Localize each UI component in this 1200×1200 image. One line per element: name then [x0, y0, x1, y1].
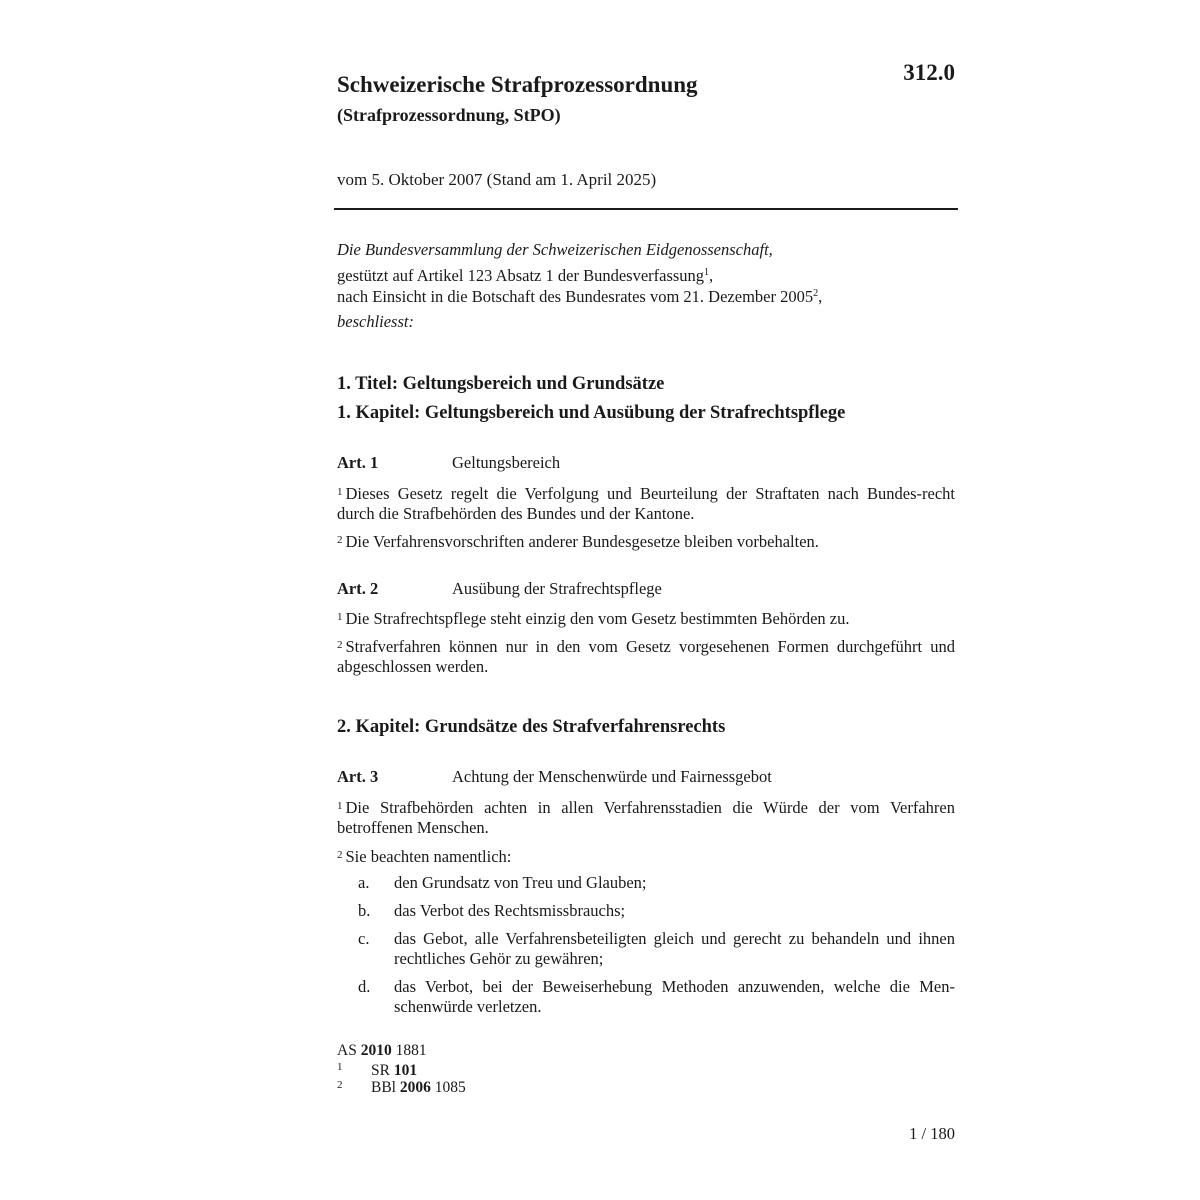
paragraph-number: 1 — [337, 611, 343, 623]
art-1-paragraph-2 — [337, 530, 955, 552]
list-item-letter: b. — [358, 901, 371, 920]
footnote-as — [337, 1042, 427, 1060]
preamble-comma: , — [818, 287, 823, 306]
footnote-2-year: 2006 — [399, 1079, 431, 1096]
art-2-number: Art. 2 — [337, 579, 379, 598]
preamble-line-3 — [337, 287, 822, 307]
document-subtitle: (Strafprozessordnung, StPO) — [337, 105, 561, 125]
art-2-paragraph-2 — [337, 635, 955, 677]
footnote-1-value: 101 — [393, 1062, 418, 1079]
footnote-1 — [371, 1062, 417, 1080]
preamble-line-2-text: gestützt auf Artikel 123 Absatz 1 der Bundesverfassung — [337, 266, 705, 285]
paragraph-text: Dieses Gesetz regelt die Verfolgung und Beurteilung der Straftaten nach Bundes-recht durch die Strafbehörden des Bundes und der Kantone. — [337, 484, 955, 523]
as-prefix: AS — [337, 1042, 357, 1059]
art-3-number: Art. 3 — [337, 767, 379, 786]
preamble-line-3-text: nach Einsicht in die Botschaft des Bundesrates vom 21. Dezember 2005 — [337, 287, 814, 306]
footnote-1-prefix: SR — [371, 1062, 390, 1079]
list-item-letter: c. — [358, 929, 370, 948]
date-line: vom 5. Oktober 2007 (Stand am 1. April 2025) — [337, 170, 657, 189]
paragraph-text: Die Verfahrensvorschriften anderer Bundesgesetze bleiben vorbehalten. — [345, 532, 819, 551]
art-3-title: Achtung der Menschenwürde und Fairnessgebot — [452, 767, 772, 786]
as-page: 1881 — [395, 1042, 427, 1059]
footnote-1-number: 1 — [337, 1061, 343, 1073]
list-item-text: das Gebot, alle Verfahrensbeteiligten gleich und gerecht zu behandeln und ihnen rechtliches Gehör zu gewähren; — [394, 929, 955, 968]
list-item-letter: a. — [358, 873, 370, 892]
paragraph-text: Strafverfahren können nur in den vom Gesetz vorgesehenen Formen durchgeführt und abgeschlossen werden. — [337, 637, 955, 676]
footnote-2 — [371, 1079, 466, 1097]
preamble-line-4: beschliesst: — [337, 312, 414, 331]
title-heading: 1. Titel: Geltungsbereich und Grundsätze — [337, 374, 665, 394]
art-1-title: Geltungsbereich — [452, 453, 561, 472]
chapter-1-heading: 1. Kapitel: Geltungsbereich und Ausübung der Strafrechtspflege — [337, 403, 846, 423]
footnote-2-number: 2 — [337, 1079, 343, 1091]
preamble-comma: , — [709, 266, 714, 285]
art-2-paragraph-1 — [337, 607, 955, 629]
footnote-2-page: 1085 — [434, 1079, 466, 1096]
paragraph-text: Die Strafrechtspflege steht einzig den vom Gesetz bestimmten Behörden zu. — [345, 609, 850, 628]
footnote-ref-1[interactable]: 1 — [704, 267, 710, 278]
art-3-paragraph-1 — [337, 796, 955, 838]
art-2-title: Ausübung der Strafrechtspflege — [452, 579, 662, 598]
paragraph-number: 2 — [337, 639, 343, 651]
art-1-number: Art. 1 — [337, 453, 379, 472]
list-item-text: das Verbot, bei der Beweiserhebung Methoden anzuwenden, welche die Men-schenwürde verletzen. — [394, 977, 955, 1016]
footnote-ref-2[interactable]: 2 — [813, 288, 819, 299]
chapter-2-heading: 2. Kapitel: Grundsätze des Strafverfahrensrechts — [337, 717, 726, 737]
document-title: Schweizerische Strafprozessordnung — [337, 72, 698, 97]
list-item-text: den Grundsatz von Treu und Glauben; — [394, 873, 647, 892]
page-number: 1 / 180 — [909, 1124, 955, 1143]
list-item-text: das Verbot des Rechtsmissbrauchs; — [394, 901, 626, 920]
sr-number: 312.0 — [903, 60, 955, 85]
art-1-paragraph-1 — [337, 482, 955, 524]
footnote-2-prefix: BBl — [371, 1079, 396, 1096]
paragraph-number: 1 — [337, 800, 343, 812]
list-item-letter: d. — [358, 977, 371, 996]
paragraph-text: Sie beachten namentlich: — [345, 847, 512, 866]
paragraph-text: Die Strafbehörden achten in allen Verfahrensstadien die Würde der vom Verfahren betroffenen Menschen. — [337, 798, 955, 837]
paragraph-number: 1 — [337, 486, 343, 498]
as-year: 2010 — [360, 1042, 392, 1059]
preamble-line-2 — [337, 266, 713, 286]
header-divider — [334, 208, 958, 210]
paragraph-number: 2 — [337, 534, 343, 546]
art-3-paragraph-2 — [337, 845, 955, 867]
paragraph-number: 2 — [337, 849, 343, 861]
preamble-line-1: Die Bundesversammlung der Schweizerischen Eidgenossenschaft, — [337, 240, 773, 259]
